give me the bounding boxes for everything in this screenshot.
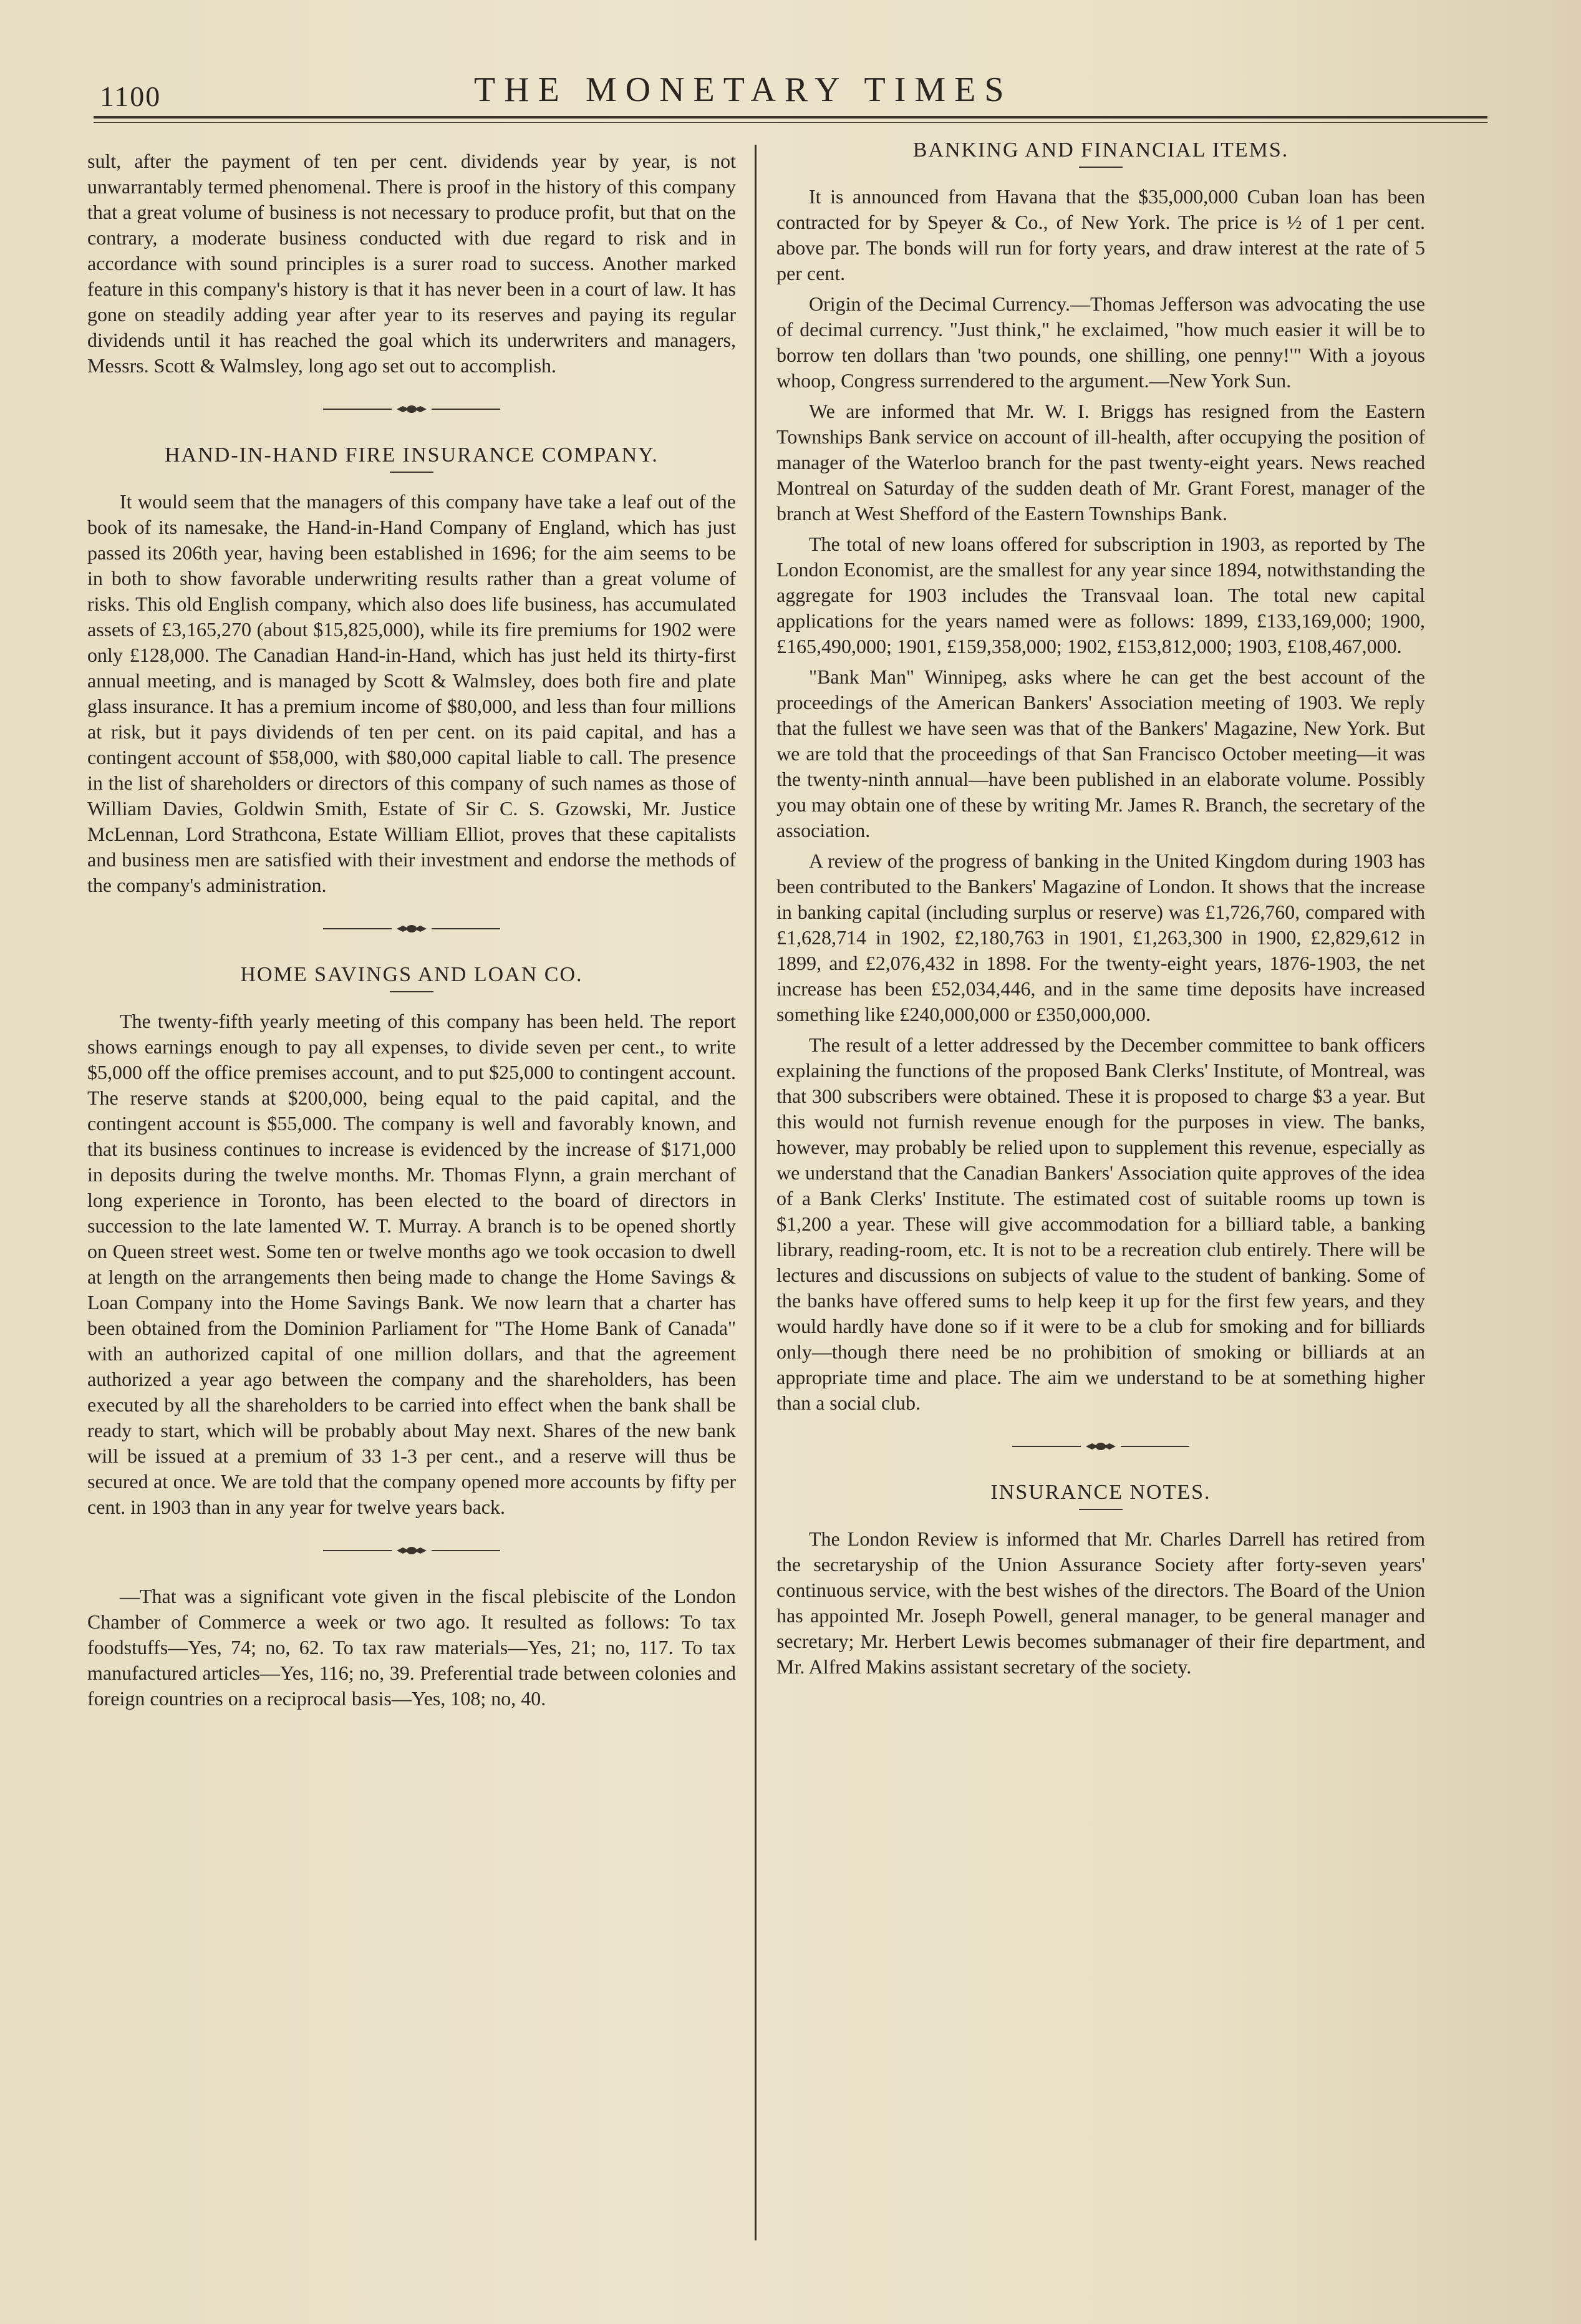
- plebiscite-body: —That was a significant vote given in the fiscal plebiscite of the London Chamber of Commerce a week or two ago. It resulted as follows: To tax foodstuffs—Yes, 74; no, 62. To tax raw materials—Yes, 21; no, 117. To tax manufactured articles—Yes, 116; no, 39. Preferential trade between colonies and foreign countries on a reciprocal basis—Yes, 108; no, 40.: [87, 1585, 736, 1710]
- banking-paragraph: We are informed that Mr. W. I. Briggs has resigned from the Eastern Townships Bank service on account of ill-health, after occupying the position of manager of the Waterloo branch for the past twenty-eight years. News reached Montreal on Saturday of the sudden death of Mr. Grant Forest, manager of the branch at West Shefford of the Eastern Townships Bank.: [776, 400, 1425, 525]
- heading-rule: [1079, 167, 1123, 168]
- section-ornament: [87, 404, 736, 415]
- page-number: 1100: [100, 80, 162, 112]
- insurance-notes-body: The London Review is informed that Mr. Charles Darrell has retired from the secretaryship of the Union Assurance Society after forty-seven years' continuous service, with the best wishes of the directors. The Board of the Union has appointed Mr. Joseph Powell, general manager, to be general manager and secretary; Mr. Herbert Lewis becomes submanager of their fire department, and Mr. Alfred Makins assistant secretary of the society.: [776, 1528, 1425, 1678]
- heading-rule: [390, 472, 433, 473]
- banking-paragraph: A review of the progress of banking in the United Kingdom during 1903 has been contributed to the Bankers' Magazine of London. It shows that the increase in banking capital (including surplus or reserve) was £1,726,760, compared with £1,628,714 in 1902, £2,180,763 in 1901, £1,263,300 in 1900, £2,829,612 in 1899, and £2,076,432 in 1898. For the twenty-eight years, 1876-1903, the net increase has been £52,034,446, and in the same time deposits have increased something like £240,000,000 or £350,000,000.: [776, 850, 1425, 1025]
- header-rule: [94, 116, 1487, 119]
- header-rule-thin: [94, 122, 1487, 123]
- heading-rule: [1079, 1509, 1123, 1510]
- banking-heading: BANKING AND FINANCIAL ITEMS.: [912, 138, 1289, 162]
- section-ornament: [776, 1441, 1425, 1452]
- ornament-icon: [1085, 1441, 1117, 1452]
- right-column: [776, 137, 1425, 1685]
- section-ornament: [87, 1545, 736, 1556]
- continued-article-text: sult, after the payment of ten per cent. dividends year by year, is not unwarrantably termed phenomenal. There is proof in the history of this company that a great volume of business is not necessary to produce profit, but that on the contrary, a moderate business conducted with due regard to risk and in accordance with sound principles is a surer road to success. Another marked feature in this company's history is that it has never been in a court of law. It has gone on steadily adding year after year to its reserves and paying its regular dividends until it has reached the goal which its underwriters and managers, Messrs. Scott & Walmsley, long ago set out to accomplish.: [87, 150, 736, 377]
- hand-in-hand-body: It would seem that the managers of this company have take a leaf out of the book of its namesake, the Hand-in-Hand Company of England, which has just passed its 206th year, having been established in 1696; for the aim seems to be in both to show favorable underwriting results rather than a great volume of risks. This old English company, which also does life business, has accumulated assets of £3,165,270 (about $15,825,000), while its fire premiums for 1902 were only £128,000. The Canadian Hand-in-Hand, which has just held its thirty-first annual meeting, and is managed by Scott & Walmsley, does both fire and plate glass insurance. It has a premium income of $80,000, and less than four millions at risk, but it pays dividends of ten per cent. on its paid capital, and has a contingent account of $58,000, with $80,000 capital liable to call. The presence in the list of shareholders or directors of this company of such names as those of William Davies, Goldwin Smith, Estate of Sir C. S. Gzowski, Mr. Justice McLennan, Lord Strathcona, Estate William Elliot, proves that these capitalists and business men are satisfied with their investment and endorse the methods of the company's administration.: [87, 490, 736, 896]
- banking-paragraph: The result of a letter addressed by the December committee to bank officers explaining the functions of the proposed Bank Clerks' Institute, of Montreal, was that 300 subscribers were obtained. These it is proposed to charge $3 a year. But this would not furnish revenue enough for the purposes in view. The banks, however, may probably be relied upon to supplement this revenue, especially as we understand that the Canadian Bankers' Association quite approves of the idea of a Bank Clerks' Institute. The estimated cost of suitable rooms up town is $1,200 a year. These will give accommodation for a billiard table, a banking library, reading-room, etc. It is not to be a recreation club entirely. There will be lectures and discussions on subjects of value to the student of banking. Some of the banks have offered sums to help keep it up for the first few years, and they would hardly have done so if it were to be a club for smoking and for billiards only—though there need be no prohibition of smoking or billiards at an appropriate time and place. The aim we understand to be at something higher than a social club.: [776, 1034, 1425, 1414]
- insurance-notes-heading: INSURANCE NOTES.: [990, 1481, 1211, 1504]
- heading-rule: [390, 991, 433, 992]
- left-column: [87, 148, 736, 1716]
- home-savings-heading: HOME SAVINGS AND LOAN CO.: [240, 963, 583, 986]
- banking-paragraph: The total of new loans offered for subscription in 1903, as reported by The London Economist, are the smallest for any year since 1894, notwithstanding the aggregate for 1903 includes the Transvaal loan. The total new capital applications for the years named were as follows: 1899, £133,169,000; 1900, £165,490,000; 1901, £159,358,000; 1902, £153,812,000; 1903, £108,467,000.: [776, 533, 1425, 657]
- home-savings-body: The twenty-fifth yearly meeting of this company has been held. The report shows earnings enough to pay all expenses, to divide seven per cent., to write $5,000 off the office premises account, and to put $25,000 to contingent account. The reserve stands at $200,000, being equal to the paid capital, and the contingent account is $55,000. The company is well and favorably known, and that its business continues to increase is evidenced by the increase of $171,000 in deposits during the twelve months. Mr. Thomas Flynn, a grain merchant of long experience in Toronto, has been elected to the board of directors in succession to the late lamented W. T. Murray. A branch is to be opened shortly on Queen street west. Some ten or twelve months ago we took occasion to dwell at length on the arrangements then being made to change the Home Savings & Loan Company into the Home Savings Bank. We now learn that a charter has been obtained from the Dominion Parliament for "The Home Bank of Canada" with an authorized capital of one million dollars, and that the agreement authorized a year ago between the company and the shareholders, has been executed by all the shareholders to be carried into effect when the bank shall be ready to start, which will be probably about May next. Shares of the new bank will be issued at a premium of 33 1-3 per cent., and a reserve will thus be secured at once. We are told that the company opened more accounts by fifty per cent. in 1903 than in any year for twelve years back.: [87, 1010, 736, 1518]
- section-ornament: [87, 923, 736, 934]
- banking-paragraph: It is announced from Havana that the $35,000,000 Cuban loan has been contracted for by Speyer & Co., of New York. The price is ½ of 1 per cent. above par. The bonds will run for forty years, and draw interest at the rate of 5 per cent.: [776, 185, 1425, 284]
- hand-in-hand-heading: HAND-IN-HAND FIRE INSURANCE COMPANY.: [165, 443, 659, 467]
- masthead-title: THE MONETARY TIMES: [474, 70, 1013, 109]
- banking-paragraph: Origin of the Decimal Currency.—Thomas Jefferson was advocating the use of decimal currency. "Just think," he exclaimed, "how much easier it will be to borrow ten dollars than 'two pounds, one shilling, one penny!'" With a joyous whoop, Congress surrendered to the argument.—New York Sun.: [776, 293, 1425, 392]
- column-divider: [755, 145, 757, 2240]
- ornament-icon: [395, 404, 428, 415]
- ornament-icon: [395, 923, 428, 934]
- banking-paragraph: "Bank Man" Winnipeg, asks where he can get the best account of the proceedings of the American Bankers' Association meeting of 1903. We reply that the fullest we have seen was that of the Bankers' Magazine, New York. But we are told that the proceedings of that San Francisco October meeting—it was the twenty-ninth annual—have been published in an elaborate volume. Possibly you may obtain one of these by writing Mr. James R. Branch, the secretary of the association.: [776, 666, 1425, 841]
- ornament-icon: [395, 1545, 428, 1556]
